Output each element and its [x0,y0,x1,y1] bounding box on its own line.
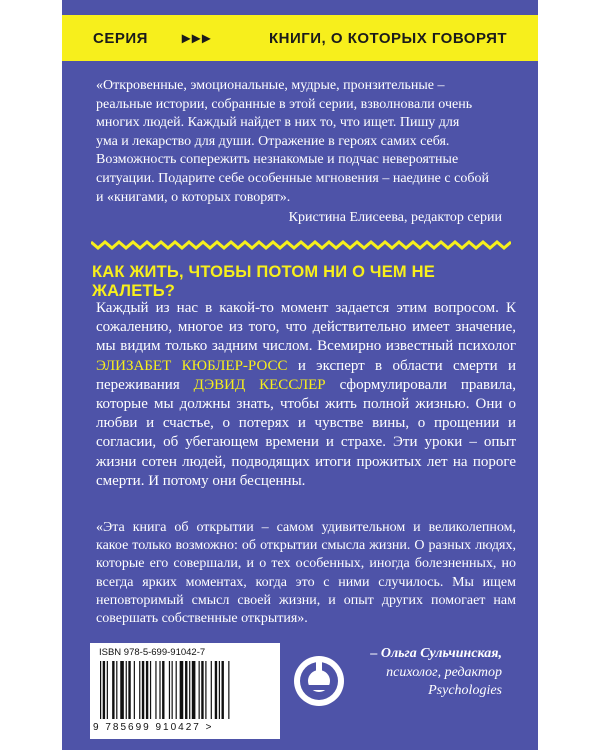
series-quote-line: ума и лекарство для души. Отражение в героях самих себя. [96,133,450,149]
zigzag-divider-icon [91,240,511,250]
barcode-icon [98,661,272,723]
series-quote-attribution: Кристина Елисеева, редактор серии [288,210,502,225]
barcode-digits: 9 785699 910427 > [93,722,214,733]
series-label: СЕРИЯ [93,29,148,47]
description-text [96,299,516,491]
eksmo-logo-icon [293,655,345,707]
description-part: сформулировали правила, которые мы должны знать, чтобы жить полной жизнью. Они о любви и счастье, о потерях и чувстве вины, о прощении и согласии, об убегающем времени и страхе. Эти уроки – опыт жизни сотен людей, подводящих итоги прожитых лет на пороге смерти. И потому они бесценны. [96,376,517,489]
series-quote [96,77,516,207]
back-cover [62,0,538,750]
description-part: и эксперт в области смерти и переживания [96,357,516,393]
reviewer-publication: Psychologies [428,683,502,699]
series-name: КНИГИ, О КОТОРЫХ ГОВОРЯТ [269,29,508,47]
series-quote-line: многих людей. Каждый найдет в них то, что ищет. Пишу для [96,115,460,131]
reviewer-name: – Ольга Сульчинская, [370,646,502,661]
description-part: Каждый из нас в какой-то момент задается этим вопросом. К сожалению, многое из того, что действительно имеет значение, мы видим только задним числом. Всемирно известный психолог [96,300,516,355]
series-band [62,15,538,61]
reviewer-role: психолог, редактор [386,664,502,680]
author-name: ЭЛИЗАБЕТ КЮБЛЕР-РОСС [96,357,288,374]
series-quote-line: Возможность сопережить незнакомые и подчас невероятные [96,152,459,168]
isbn-number: ISBN 978-5-699-91042-7 [99,647,206,658]
series-quote-line: «Откровенные, эмоциональные, мудрые, пронзительные – [96,78,445,93]
barcode-block [90,643,280,739]
review-quote: «Эта книга об открытии – самом удивительном и великолепном, какое только возможно: об открытии смысла жизни. О разных людях, которые его совершали, и о тех особенных, иногда болезненных, но всегда ярких моментах, когда это с ними случилось. Мы ищем неповторимый смысл своей жизни, и опыт других помогает нам совершать собственные открытия». [96,520,516,627]
arrows-icon: ▸▸▸ [182,30,213,47]
series-quote-line: ситуации. Подарите себе особенные мгновения – наедине с собой [96,170,489,186]
main-heading: КАК ЖИТЬ, ЧТОБЫ ПОТОМ НИ О ЧЕМ НЕ ЖАЛЕТЬ? [92,263,435,300]
series-quote-line: реальные истории, собранные в этой серии, взволновали очень [96,96,473,112]
author-name: ДЭВИД КЕССЛЕР [193,376,326,393]
series-quote-line: и «книгами, о которых говорят». [96,189,291,205]
